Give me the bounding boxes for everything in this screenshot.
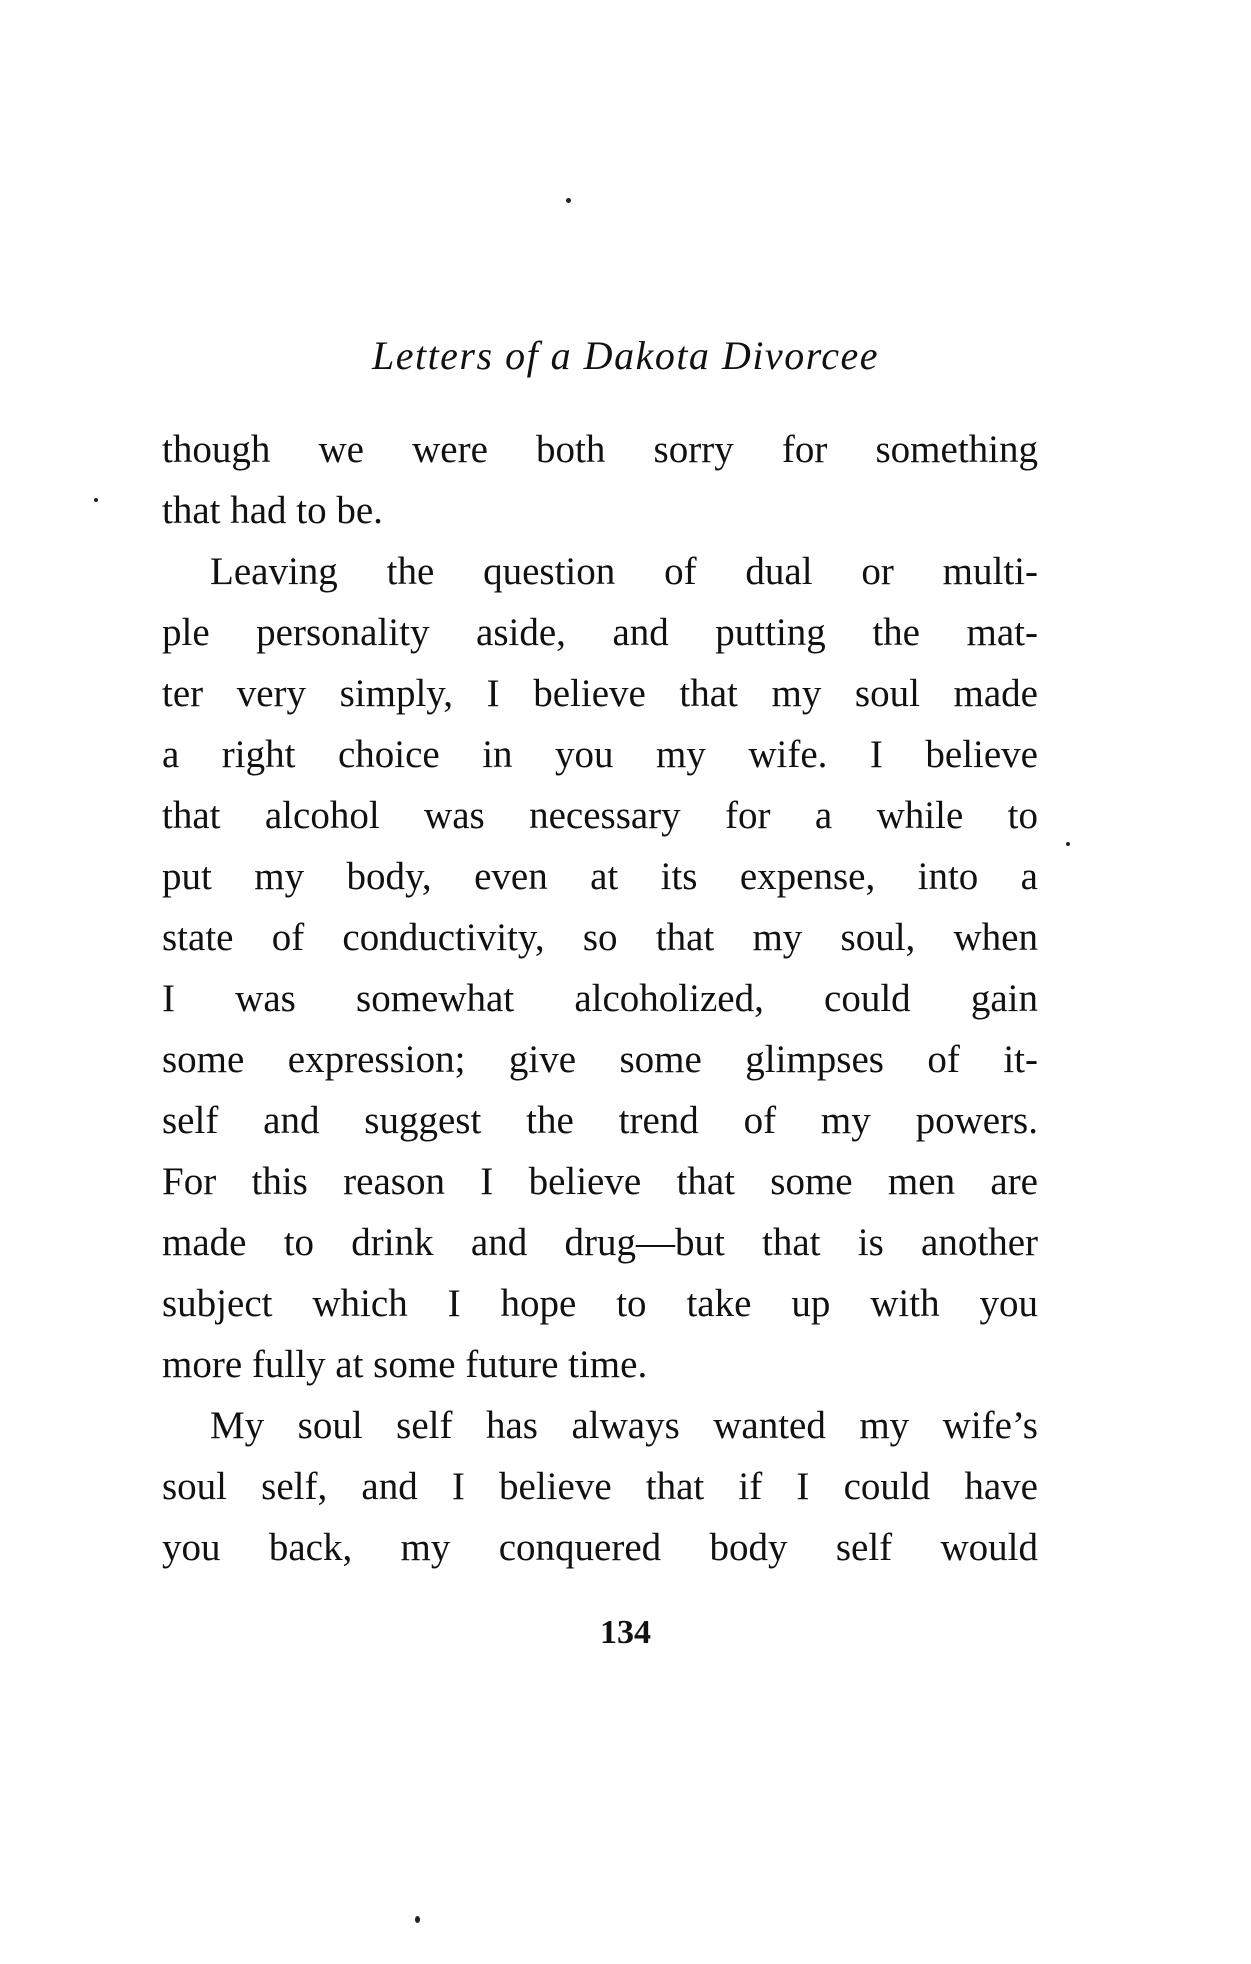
- paper-speck: [94, 498, 98, 502]
- text-line: For this reason I believe that some men are: [162, 1160, 1038, 1203]
- text-line: that had to be.: [162, 489, 383, 532]
- page-number: 134: [600, 1614, 651, 1651]
- text-line: ple personality aside, and putting the mat-: [162, 611, 1038, 654]
- text-line: a right choice in you my wife. I believe: [162, 733, 1038, 776]
- paragraph-first-line: My soul self has always wanted my wife’s: [210, 1404, 1038, 1447]
- text-line: more fully at some future time.: [162, 1343, 648, 1386]
- paragraph-first-line: Leaving the question of dual or multi-: [210, 550, 1038, 593]
- text-line: put my body, even at its expense, into a: [162, 855, 1038, 898]
- text-line: self and suggest the trend of my powers.: [162, 1099, 1038, 1142]
- paper-speck: [566, 198, 571, 203]
- text-line: I was somewhat alcoholized, could gain: [162, 977, 1038, 1020]
- running-head: Letters of a Dakota Divorcee: [371, 333, 880, 378]
- paper-speck: [415, 1916, 420, 1923]
- text-line: made to drink and drug—but that is another: [162, 1221, 1038, 1264]
- text-line: subject which I hope to take up with you: [162, 1282, 1038, 1325]
- text-line: state of conductivity, so that my soul, when: [162, 916, 1038, 959]
- text-line: that alcohol was necessary for a while to: [162, 794, 1038, 837]
- text-line: you back, my conquered body self would: [162, 1526, 1038, 1569]
- text-line: though we were both sorry for something: [162, 428, 1038, 471]
- text-line: ter very simply, I believe that my soul made: [162, 672, 1038, 715]
- text-line: soul self, and I believe that if I could have: [162, 1465, 1038, 1508]
- text-line: some expression; give some glimpses of it-: [162, 1038, 1038, 1081]
- paper-speck: [1066, 842, 1070, 846]
